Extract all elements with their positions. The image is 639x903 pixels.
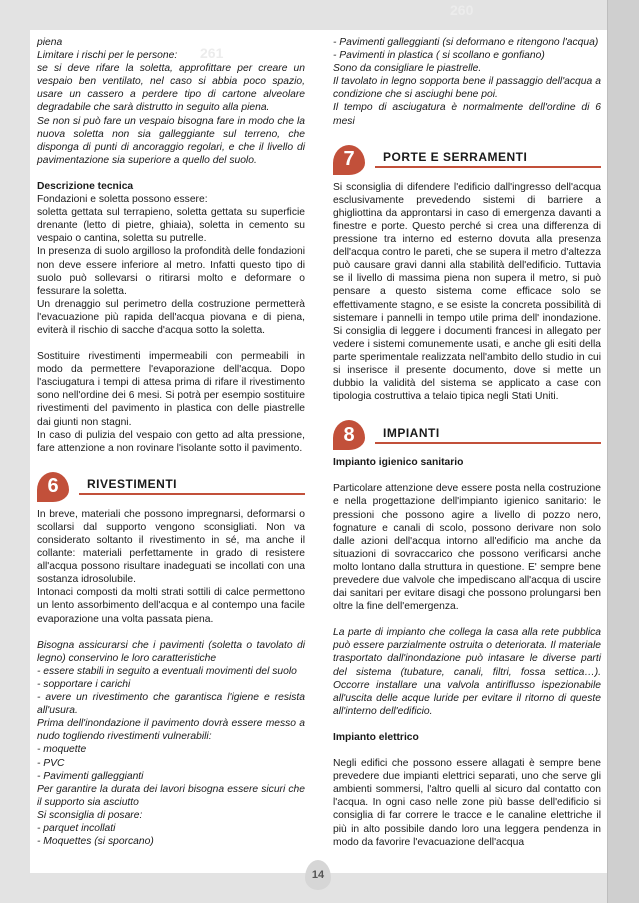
watermark-number-top: 260 — [450, 2, 474, 18]
intro-paragraph: Se non si può fare un vespaio bisogna fare in modo che la nuova soletta non sia galleggiante sul terreno, che disponga di punti di ancoraggio regolari, e che il livello di pavimentazione sia superiore a quello del suolo. — [37, 115, 305, 166]
porte-paragraph: Si sconsiglia di difendere l'edificio dall'ingresso dell'acqua esclusivamente prevedendo sistemi di barriere a ghigliottina da approntarsi in caso di emergenza davanti a finestre e porte. Questo perché si crea una differenza di pressione tra interno ed esterno dovuta alla presenza dell'acqua contro le pareti, che se supera il metro d'altezza può causare gravi danni alla stabilità dell'edificio. Tuttavia se il livello di massima piena non supera il metro, si può pensare a questo sistema come efficace solo se effettivamente stagno, e se esiste la concreta possibilità di sistemare i pannelli in tempo utile prima dell' inondazione. Si consiglia di leggere i documenti francesi in allegato per vedere i sistemi comunemente usati, e anche gli esiti della parte sperimentale realizzata nell'ambito dello studio in cui si inserisce il presente documento, dove si mette un dubbio la validità del sistema se applicato a case con tipologia costruttiva a telaio tipica negli Stati Uniti. — [333, 181, 601, 403]
riv-italic-line: - PVC — [37, 757, 65, 769]
riv-italic-line: Per garantire la durata dei lavori bisogna essere sicuri che il supporto sia asciutto — [37, 783, 305, 808]
riv-italic-line: - sopportare i carichi — [37, 678, 131, 690]
riv-italic-line: - Pavimenti galleggianti — [37, 770, 144, 782]
riv-italic-line: - avere un rivestimento che garantisca l'igiene e resista all'usura. — [37, 692, 305, 717]
side-strip — [607, 0, 639, 903]
section-6-number: 6 — [37, 472, 69, 502]
page-number: 14 — [305, 860, 331, 890]
igienico-paragraph: Particolare attenzione deve essere posta nella costruzione e nella progettazione dell'impianto igienico sanitario: le pressioni che possono agire a livello di pozzo nero, fognature e canali di scolo, possono derivare non solo dalle azioni dell'acqua intorno all'edificio ma anche da situazioni di sovraccarico che possono verificarsi anche molto lontano dalla struttura in questione. E' sempre bene prevedere due valvole che impediscano all'acqua di uscire dai sanitari per evitare disagi che possono prolungarsi ben oltre la fine dell'emergenza. — [333, 483, 601, 613]
section-7-title: PORTE E SERRAMENTI — [375, 151, 601, 168]
sostituire-paragraph: Sostituire rivestimenti impermeabili con permeabili in modo da permettere l'evaporazione dell'acqua. Dopo l'asciugatura i tempi di attesa prima di rifare il rivestimento sono nell'ordine dei 6 mesi. Si potrà per esempio sostituire rivestimenti del pavimento in plastica con delle piastrelle dai giunti non stagni. — [37, 351, 305, 428]
floor-note: Il tavolato in legno sopporta bene il passaggio dell'acqua a condizione che si asciughi bene poi. — [333, 76, 601, 101]
descr-paragraph: Un drenaggio sul perimetro della costruzione permetterà l'evacuazione più rapida dell'acqua piovana e di piena, eviterà il rischio di sacche d'acqua sotto la soletta. — [37, 298, 305, 336]
section-7-header — [333, 145, 601, 175]
section-6-title: RIVESTIMENTI — [79, 478, 305, 495]
riv-italic-line: Prima dell'inondazione il pavimento dovrà essere messo a nudo togliendo rivestimenti vulnerabili: — [37, 718, 305, 743]
section-7-number: 7 — [333, 145, 365, 175]
elettrico-title: Impianto elettrico — [333, 731, 419, 743]
intro-line: piena — [37, 37, 63, 48]
floor-note: Il tempo di asciugatura è normalmente dell'ordine di 6 mesi — [333, 102, 601, 127]
descr-paragraph: soletta gettata sul terrapieno, soletta gettata su superficie drenante (letto di pietre, ghiaia), soletta in cemento su vespaio o cantina, soletta su putrelle. — [37, 207, 305, 245]
section-8-header — [333, 420, 601, 450]
section-8-number: 8 — [333, 420, 365, 450]
watermark-number-left: 261 — [200, 45, 224, 61]
igienico-title: Impianto igienico sanitario — [333, 457, 464, 469]
section-6-header — [37, 472, 305, 502]
intro-line: Limitare i rischi per le persone: — [37, 50, 178, 62]
intro-paragraph: se si deve rifare la soletta, approfittare per creare un vespaio ben ventilato, nel caso si abbia poco spazio, usare un cassero a perdere tipo di cartone alveolare degradabile che sarà distrutto in seguito alla piena. — [37, 63, 305, 114]
elettrico-paragraph: Negli edifici che possono essere allagati è sempre bene prevedere due impianti elettrici separati, uno che serve gli ambienti sommersi, l'altro quelli al sicuro dal contatto con l'acqua. In ogni caso nelle zone più basse dell'edificio si consiglia di far correre le tracce e le canaline elettriche il più in alto possibile dando loro una leggera pendenza in modo da favorire l'evacuazione dell'acqua — [333, 758, 601, 848]
right-column — [333, 36, 601, 849]
floor-note: Sono da consigliare le piastrelle. — [333, 63, 482, 75]
riv-italic-line: Bisogna assicurarsi che i pavimenti (soletta o tavolato di legno) conservino le loro caratteristiche — [37, 639, 305, 664]
descr-paragraph: In presenza di suolo argilloso la profondità delle fondazioni non deve essere inferiore al metro. Infatti questo tipo di suolo può sollevarsi o ritirarsi molto e deformare o fessurare la soletta. — [37, 246, 305, 297]
pulizia-paragraph: In caso di pulizia del vespaio con getto ad alta pressione, fare attenzione a non rovinare l'isolante sotto il pavimento. — [37, 429, 305, 454]
riv-italic-line: - moquette — [37, 744, 87, 756]
section-8-title: IMPIANTI — [375, 427, 601, 444]
riv-italic-line: - parquet incollati — [37, 822, 116, 834]
descr-paragraph: Fondazioni e soletta possono essere: — [37, 194, 208, 206]
riv-italic-line: - Moquettes (si sporcano) — [37, 836, 154, 848]
left-column — [37, 36, 305, 848]
descr-title: Descrizione tecnica — [37, 180, 134, 192]
floor-note: - Pavimenti in plastica ( si scollano e gonfiano) — [333, 50, 545, 62]
riv-paragraph: Intonaci composti da molti strati sottili di calce permettono un lento assorbimento dell'acqua e al contempo una facile evaporazione una volta passata piena. — [37, 587, 305, 625]
impianto-italic-paragraph: La parte di impianto che collega la casa alla rete pubblica può essere parzialmente ostruita o deteriorata. Il materiale trasportato dall'inondazione può intasare le diverse parti del sistema (tubature, canali, filtri, fossa settica…). Occorre installare una valvola antiriflusso ispezionabile all'uscita delle acque luride per evitare il ritorno di queste all'interno dell'edificio. — [333, 627, 601, 717]
riv-italic-line: - essere stabili in seguito a eventuali movimenti del suolo — [37, 665, 297, 677]
floor-note: - Pavimenti galleggianti (si deformano e ritengono l'acqua) — [333, 37, 599, 48]
riv-paragraph: In breve, materiali che possono impregnarsi, deformarsi o scollarsi dal supporto vengono sconsigliati. Non va considerato soltanto il rivestimento in sé, ma anche il collante: materiali perfettamente in grado di resistere all'acqua possono risultare inadeguati se incollati con una sostanza idrosolubile. — [37, 508, 305, 586]
riv-italic-line: Si sconsiglia di posare: — [37, 809, 143, 821]
